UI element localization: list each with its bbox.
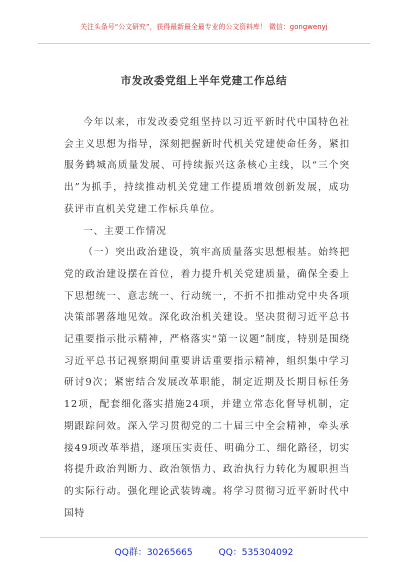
header-divider	[38, 43, 370, 44]
document-body	[64, 112, 350, 524]
body-paragraph: （一）突出政治建设，筑牢高质量落实思想根基。始终把党的政治建设摆在首位，着力提升机关党建质量，确保全委上下思想统一、意志统一、行动统一，不折不扣推动党中央各项决策部署落地见效。深化政治机关建设。坚决贯彻习近平总书记重要指示批示精神，严格落实“第一议题”制度，特别是围绕习近平总书记视察期间重要讲话重要指示精神，组织集中学习研讨9次；紧密结合发展改革职能，制定近期及长期目标任务12项，配套细化落实措施24项，并建立常态化督导机制，定期跟踪问效。深入学习贯彻党的二十届三中全会精神，牵头承接49项改革举措，逐项压实责任、明确分工、细化路径，切实将提升政治判断力、政治领悟力、政治执行力转化为履职担当的实际行动。强化理论武装铸魂。将学习贯彻习近平新时代中国特	[64, 247, 350, 519]
section-heading: 一、主要工作情况	[83, 225, 167, 237]
document-title: 市发改委党组上半年党建工作总结	[120, 75, 288, 87]
intro-paragraph: 今年以来，市发改委党组坚持以习近平新时代中国特色社会主义思想为指导，深刻把握新时代机关党建使命任务，紧扣服务鹤城高质量发展、可持续振兴这条核心主线，以“三个突出”为抓手，持续推动机关党建工作提质增效创新发展，成功获评市直机关党建工作标兵单位。	[64, 117, 350, 215]
qq-group-label: QQ群：30265665	[114, 548, 193, 558]
footer	[0, 545, 408, 558]
promo-banner: 关注头条号“公文研究”，获得最新最全最专业的公文资料库！ 微信：gongwenyj	[80, 23, 328, 31]
footer-divider	[40, 537, 368, 538]
qq-contact-label: QQ：535304092	[218, 548, 294, 558]
